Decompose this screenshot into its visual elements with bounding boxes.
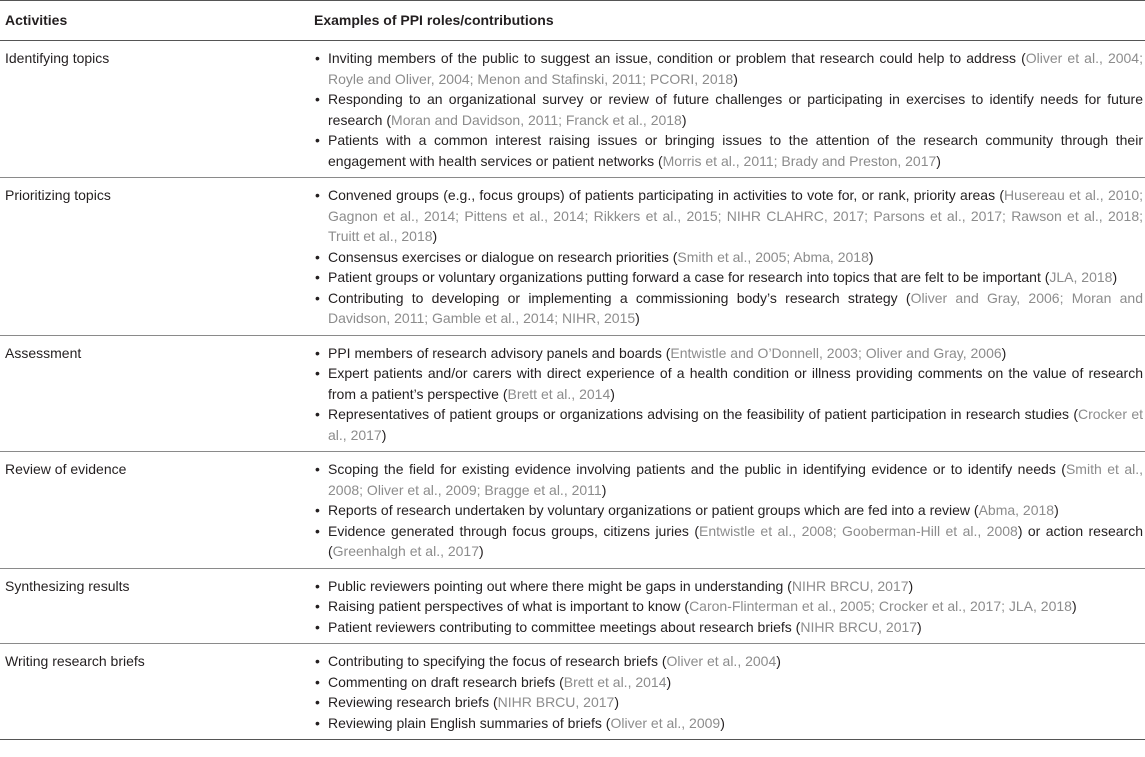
list-item: • Patients with a common interest raising issues or bringing issues to the attention of the research community through their engagement with health services or patient networks (Morris et al., 2011; Brady and Preston, 2017) xyxy=(315,132,1143,169)
table-row xyxy=(0,644,1145,740)
citation: JLA, 2018 xyxy=(1049,269,1113,285)
list-item: • Commenting on draft research briefs (Brett et al., 2014) xyxy=(314,672,1143,693)
citation: NIHR BRCU, 2017 xyxy=(497,694,615,710)
examples-cell xyxy=(312,452,1145,569)
table-row xyxy=(0,452,1145,569)
list-item: • PPI members of research advisory panels and boards (Entwistle and O’Donnell, 2003; Oliver and Gray, 2006) xyxy=(314,343,1143,364)
citation: Husereau et al., 2010; Gagnon et al., 2014; Pittens et al., 2014; Rikkers et al., 2015; NIHR CLAHRC, 2017; Parsons et al., 2017; Rawson et al., 2018; Truitt et al., 2018 xyxy=(328,187,1143,244)
list-item: • Inviting members of the public to suggest an issue, condition or problem that research could help to address (Oliver et al., 2004; Royle and Oliver, 2004; Menon and Stafinski, 2011; PCORI, 2018) xyxy=(315,50,1143,87)
bullet-icon: • xyxy=(315,91,320,107)
list-item: • Reports of research undertaken by voluntary organizations or patient groups which are fed into a review (Abma, 2018) xyxy=(314,500,1143,521)
examples-cell xyxy=(312,644,1145,740)
table-body xyxy=(0,41,1145,740)
citation: Oliver and Gray, 2006; Moran and Davidson, 2011; Gamble et al., 2014; NIHR, 2015 xyxy=(328,289,1143,326)
list-item: • Reviewing plain English summaries of briefs (Oliver et al., 2009) xyxy=(314,713,1143,734)
bullet-icon: • xyxy=(315,714,320,731)
bullet-icon: • xyxy=(315,344,320,361)
table-row xyxy=(0,568,1145,644)
examples-cell xyxy=(312,178,1145,336)
list-item: • Contributing to specifying the focus of research briefs (Oliver et al., 2004) xyxy=(314,651,1143,672)
citation: Moran and Davidson, 2011; Franck et al., 2018 xyxy=(391,111,682,128)
bullet-icon: • xyxy=(315,365,320,381)
bullet-icon: • xyxy=(315,269,320,285)
list-item: • Representatives of patient groups or organizations advising on the feasibility of patient participation in research studies (Crocker et al., 2017) xyxy=(315,406,1143,443)
citation: Brett et al., 2014 xyxy=(507,385,611,402)
citation: NIHR BRCU, 2017 xyxy=(791,577,909,594)
bullet-icon: • xyxy=(315,577,320,594)
examples-list xyxy=(314,576,1143,638)
list-item: • Patient groups or voluntary organizations putting forward a case for research into topics that are felt to be important (JLA, 2018) xyxy=(314,267,1143,288)
citation: Brett et al., 2014 xyxy=(563,673,667,690)
citation: Oliver et al., 2004; Royle and Oliver, 2004; Menon and Stafinski, 2011; PCORI, 2018 xyxy=(328,50,1143,87)
citation: Crocker et al., 2017 xyxy=(328,406,1143,443)
list-item: • Reviewing research briefs (NIHR BRCU, 2017) xyxy=(314,692,1143,713)
header-row xyxy=(0,1,1145,41)
bullet-icon: • xyxy=(315,673,320,690)
activity-cell: Prioritizing topics xyxy=(0,178,312,336)
examples-list xyxy=(314,651,1143,733)
bullet-icon: • xyxy=(315,618,320,635)
list-item: • Convened groups (e.g., focus groups) of patients participating in activities to vote for, or rank, priority areas (Husereau et al., 2010; Gagnon et al., 2014; Pittens et al., 2014; Rikkers et al., 2015; NIHR CLAHRC, 2017; Parsons et al., 2017; Rawson et al., 2018; Truitt et al., 2018) xyxy=(315,187,1143,244)
examples-list xyxy=(314,185,1143,329)
list-item: • Raising patient perspectives of what is important to know (Caron-Flinterman et al., 2005; Crocker et al., 2017; JLA, 2018) xyxy=(314,596,1143,617)
table-row xyxy=(0,178,1145,336)
examples-list xyxy=(314,343,1143,446)
bullet-icon: • xyxy=(315,502,320,518)
activity-cell: Identifying topics xyxy=(0,41,312,178)
list-item: • Contributing to developing or implementing a commissioning body’s research strategy (Oliver and Gray, 2006; Moran and Davidson, 2011; Gamble et al., 2014; NIHR, 2015) xyxy=(315,289,1143,326)
bullet-icon: • xyxy=(315,132,320,148)
bullet-icon: • xyxy=(315,289,320,306)
bullet-icon: • xyxy=(315,406,320,422)
bullet-icon: • xyxy=(315,187,320,203)
citation: Greenhalgh et al., 2017 xyxy=(332,543,480,559)
bullet-icon: • xyxy=(315,653,320,669)
activity-cell: Writing research briefs xyxy=(0,644,312,740)
table-row xyxy=(0,41,1145,178)
list-item: • Evidence generated through focus groups, citizens juries (Entwistle et al., 2008; Gooberman-Hill et al., 2008) or action research (Greenhalgh et al., 2017) xyxy=(315,522,1143,559)
bullet-icon: • xyxy=(315,50,320,66)
list-item: • Public reviewers pointing out where there might be gaps in understanding (NIHR BRCU, 2017) xyxy=(314,576,1143,597)
citation: Oliver et al., 2009 xyxy=(610,714,721,731)
header-activities: Activities xyxy=(0,1,312,41)
bullet-icon: • xyxy=(315,248,320,265)
citation: Abma, 2018 xyxy=(978,502,1055,518)
citation: Entwistle et al., 2008; Gooberman-Hill et al., 2008 xyxy=(698,522,1018,539)
citation: Oliver et al., 2004 xyxy=(666,653,777,669)
activity-cell: Assessment xyxy=(0,335,312,452)
list-item: • Responding to an organizational survey or review of future challenges or participating in exercises to identify needs for future research (Moran and Davidson, 2011; Franck et al., 2018) xyxy=(315,91,1143,128)
bullet-icon: • xyxy=(315,522,320,539)
citation: Morris et al., 2011; Brady and Preston, 2017 xyxy=(662,152,937,169)
examples-list xyxy=(314,48,1143,171)
header-examples: Examples of PPI roles/contributions xyxy=(312,1,1145,41)
examples-cell xyxy=(312,335,1145,452)
activity-cell: Review of evidence xyxy=(0,452,312,569)
citation: Entwistle and O’Donnell, 2003; Oliver and Gray, 2006 xyxy=(670,344,1002,361)
examples-cell xyxy=(312,568,1145,644)
citation: Smith et al., 2005; Abma, 2018 xyxy=(677,248,869,265)
citation: Smith et al., 2008; Oliver et al., 2009; Bragge et al., 2011 xyxy=(328,461,1143,498)
activity-cell: Synthesizing results xyxy=(0,568,312,644)
table-header xyxy=(0,1,1145,41)
bullet-icon: • xyxy=(315,598,320,614)
bullet-icon: • xyxy=(315,694,320,710)
citation: NIHR BRCU, 2017 xyxy=(800,618,918,635)
list-item: • Scoping the field for existing evidence involving patients and the public in identifying evidence or to identify needs (Smith et al., 2008; Oliver et al., 2009; Bragge et al., 2011) xyxy=(315,461,1143,498)
list-item: • Patient reviewers contributing to committee meetings about research briefs (NIHR BRCU, 2017) xyxy=(314,617,1143,638)
examples-cell xyxy=(312,41,1145,178)
list-item: • Consensus exercises or dialogue on research priorities (Smith et al., 2005; Abma, 2018) xyxy=(314,247,1143,268)
list-item: • Expert patients and/or carers with direct experience of a health condition or illness providing comments on the value of research from a patient’s perspective (Brett et al., 2014) xyxy=(315,365,1143,402)
table-row xyxy=(0,335,1145,452)
examples-list xyxy=(314,459,1143,562)
bullet-icon: • xyxy=(315,461,320,477)
citation: Caron-Flinterman et al., 2005; Crocker et al., 2017; JLA, 2018 xyxy=(689,598,1072,614)
